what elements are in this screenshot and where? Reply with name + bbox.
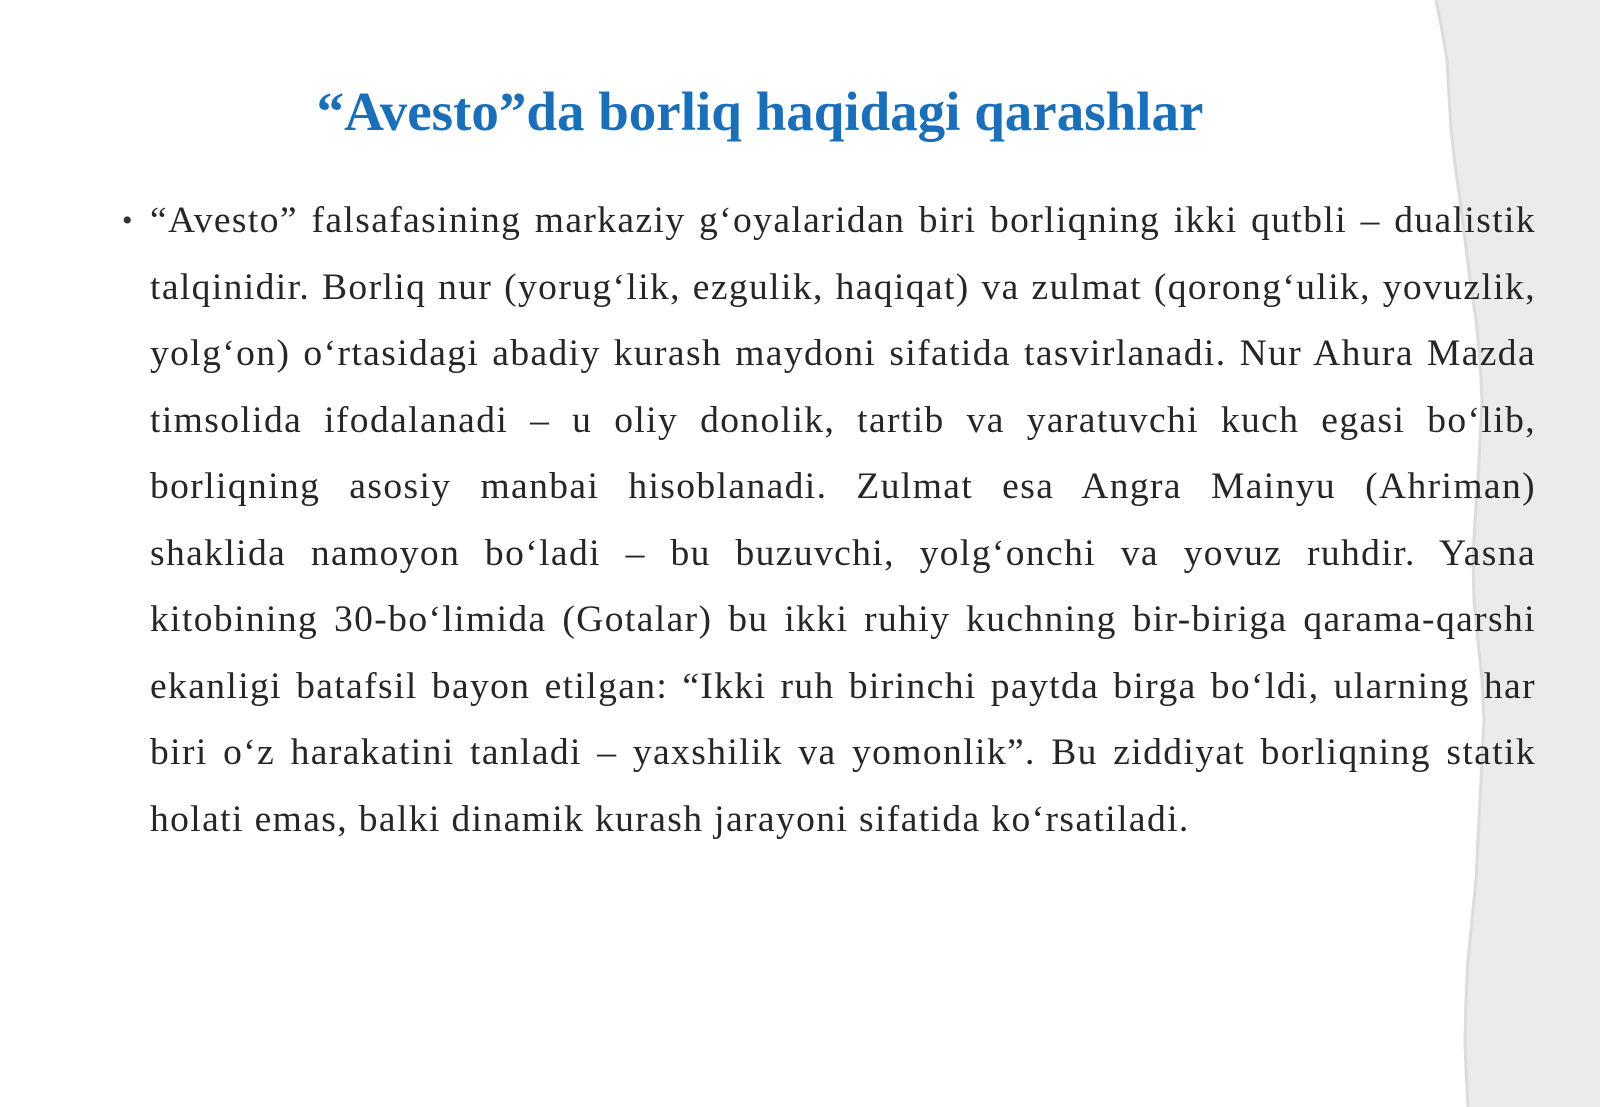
slide-title: “Avesto”da borliq haqidagi qarashlar (316, 81, 1204, 142)
bullet-item (116, 188, 1536, 853)
bullet-text: “Avesto” falsafasining markaziy g‘oyalaridan biri borliqning ikki qutbli – dualistik talqinidir. Borliq nur (yorug‘lik, ezgulik, haqiqat) va zulmat (qorong‘ulik, yovuzlik, yolg‘on) o‘rtasidagi abadiy kurash maydoni sifatida tasvirlanadi. Nur Ahura Mazda timsolida ifodalanadi – u oliy donolik, tartib va yaratuvchi kuch egasi bo‘lib, borliqning asosiy manbai hisoblanadi. Zulmat esa Angra Mainyu (Ahriman) shaklida namoyon bo‘ladi – bu buzuvchi, yolg‘onchi va yovuz ruhdir. Yasna kitobining 30-bo‘limida (Gotalar) bu ikki ruhiy kuchning bir-biriga qarama-qarshi ekanligi batafsil bayon etilgan: “Ikki ruh birinchi paytda birga bo‘ldi, ularning har biri o‘z harakatini tanladi – yaxshilik va yomonlik”. Bu ziddiyat borliqning statik holati emas, balki dinamik kurash jarayoni sifatida ko‘rsatiladi. (150, 200, 1536, 840)
bullet-dot-icon: • (122, 204, 133, 237)
bullet-list (76, 188, 1536, 853)
